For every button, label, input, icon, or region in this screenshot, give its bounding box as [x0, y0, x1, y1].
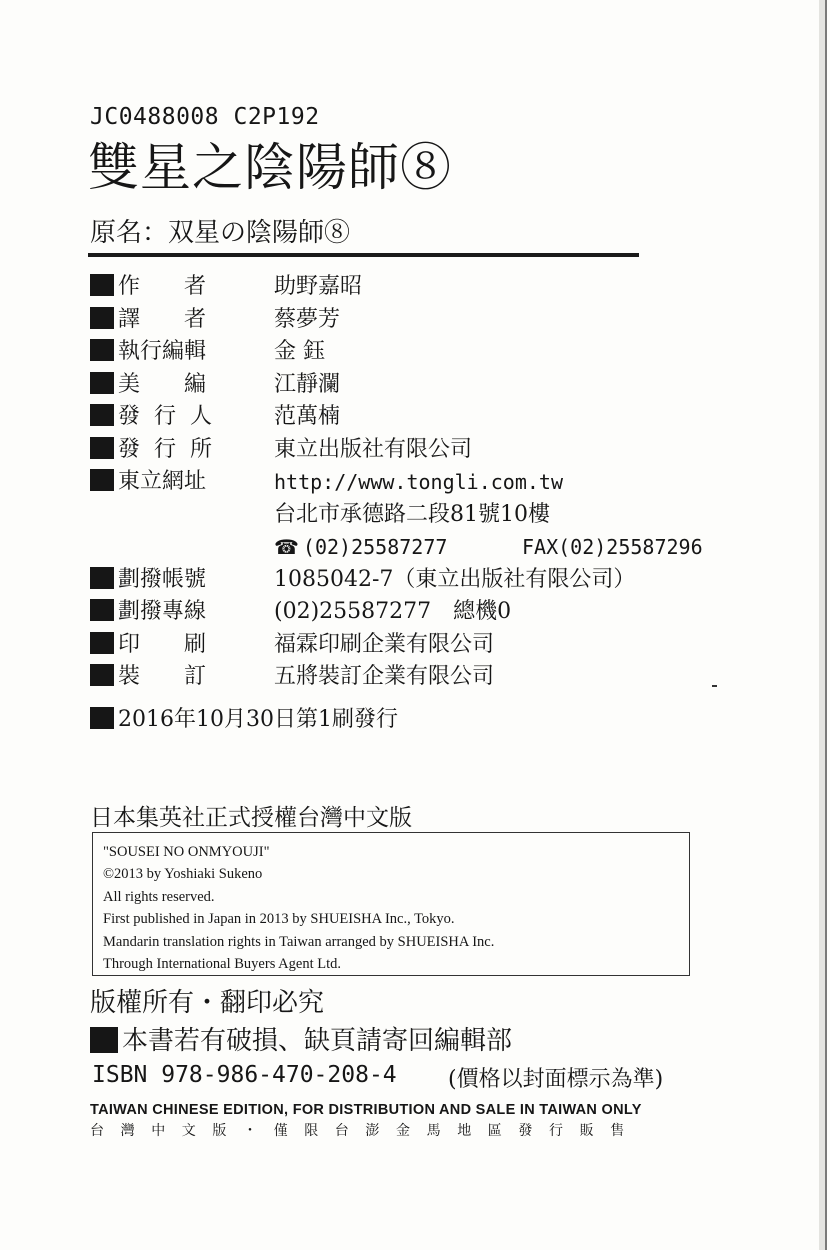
print-speck — [712, 685, 717, 687]
damage-notice-text: 本書若有破損、缺頁請寄回編輯部 — [122, 1026, 513, 1056]
bullet-square-icon — [90, 1027, 118, 1053]
rights-notice: 版權所有・翻印必究 — [90, 988, 325, 1018]
edition-notice-chinese: 台灣中文版・僅限台澎金馬地區發行販售 — [90, 1123, 641, 1139]
credit-value: 東立出版社有限公司 — [274, 436, 473, 462]
original-title: 原名：双星の陰陽師⑧ — [90, 218, 351, 248]
bullet-square-icon — [90, 404, 114, 426]
credit-value: 范萬楠 — [274, 404, 341, 429]
license-line: Mandarin translation rights in Taiwan arranged by SHUEISHA Inc. — [103, 933, 495, 950]
fax-number: FAX(02)25587296 — [522, 535, 703, 559]
credit-label: 譯者 — [118, 306, 251, 332]
bullet-square-icon — [90, 567, 114, 589]
bullet-square-icon — [90, 274, 114, 296]
credit-label: 作者 — [118, 274, 251, 299]
price-note: (價格以封面標示為準) — [448, 1067, 664, 1092]
credit-label: 發行所 — [118, 436, 227, 462]
isbn: ISBN 978-986-470-208-4 — [92, 1062, 397, 1088]
credit-row-website — [90, 466, 790, 499]
address-row — [90, 499, 790, 532]
license-line: First published in Japan in 2013 by SHUEISHA Inc., Tokyo. — [103, 911, 455, 928]
publication-date — [90, 702, 398, 733]
credit-row-binding — [90, 661, 790, 694]
phone-fax — [274, 531, 703, 565]
credit-value: 蔡夢芳 — [274, 306, 341, 332]
credit-label: 發行人 — [118, 404, 227, 429]
credit-value: 金 鈺 — [274, 339, 325, 364]
bullet-square-icon — [90, 372, 114, 394]
credit-value: (02)25587277 總機0 — [274, 599, 512, 624]
credit-value: 福霖印刷企業有限公司 — [274, 631, 495, 657]
bullet-square-icon — [90, 437, 114, 459]
license-heading: 日本集英社正式授權台灣中文版 — [90, 805, 412, 831]
credit-row-postal-account — [90, 564, 790, 597]
credit-label: 裝訂 — [118, 664, 251, 689]
phone-row — [90, 531, 790, 564]
credit-label: 東立網址 — [118, 469, 207, 494]
title-rule — [88, 253, 639, 257]
license-line: Through International Buyers Agent Ltd. — [103, 956, 341, 973]
credit-row-art-editor — [90, 369, 790, 402]
bullet-square-icon — [90, 599, 114, 621]
credit-label: 執行編輯 — [118, 339, 207, 364]
credit-value: 五將裝訂企業有限公司 — [274, 664, 495, 689]
bullet-square-icon — [90, 664, 114, 686]
telephone-icon: ☎ — [274, 535, 299, 559]
product-code: JC0488008 C2P192 — [90, 104, 320, 130]
bullet-square-icon — [90, 469, 114, 491]
bullet-square-icon — [90, 307, 114, 329]
credit-value: 助野嘉昭 — [274, 274, 363, 299]
credit-row-editor — [90, 336, 790, 369]
credit-row-postal-line — [90, 596, 790, 629]
bullet-square-icon — [90, 707, 114, 729]
date-text: 2016年10月30日第1刷發行 — [118, 707, 398, 732]
license-line: ©2013 by Yoshiaki Sukeno — [103, 866, 263, 883]
credit-label: 印刷 — [118, 631, 251, 657]
credit-label: 美編 — [118, 371, 251, 397]
license-line: "SOUSEI NO ONMYOUJI" — [103, 844, 270, 860]
credit-row-publisher-person — [90, 401, 790, 434]
phone-number: (02)25587277 — [302, 535, 448, 559]
credit-row-printing — [90, 629, 790, 662]
credit-value: 1085042-7（東立出版社有限公司） — [274, 566, 636, 592]
license-box — [92, 832, 690, 976]
license-line: All rights reserved. — [103, 888, 215, 905]
website-url: http://www.tongli.com.tw — [274, 470, 563, 494]
credit-row-author — [90, 271, 790, 304]
bullet-square-icon — [90, 632, 114, 654]
credit-value: 江靜瀾 — [274, 371, 341, 397]
credits-block — [90, 271, 790, 694]
bullet-square-icon — [90, 339, 114, 361]
edition-notice-english: TAIWAN CHINESE EDITION, FOR DISTRIBUTION AND SALE IN TAIWAN ONLY — [90, 1102, 642, 1118]
credit-row-publisher — [90, 434, 790, 467]
address: 台北市承德路二段81號10樓 — [274, 501, 550, 527]
book-title: 雙星之陰陽師⑧ — [88, 139, 453, 198]
credit-label: 劃撥專線 — [118, 599, 207, 624]
credit-label: 劃撥帳號 — [118, 566, 207, 592]
credit-row-translator — [90, 304, 790, 337]
damage-notice — [90, 1020, 512, 1057]
page-edge-line — [825, 0, 827, 1250]
